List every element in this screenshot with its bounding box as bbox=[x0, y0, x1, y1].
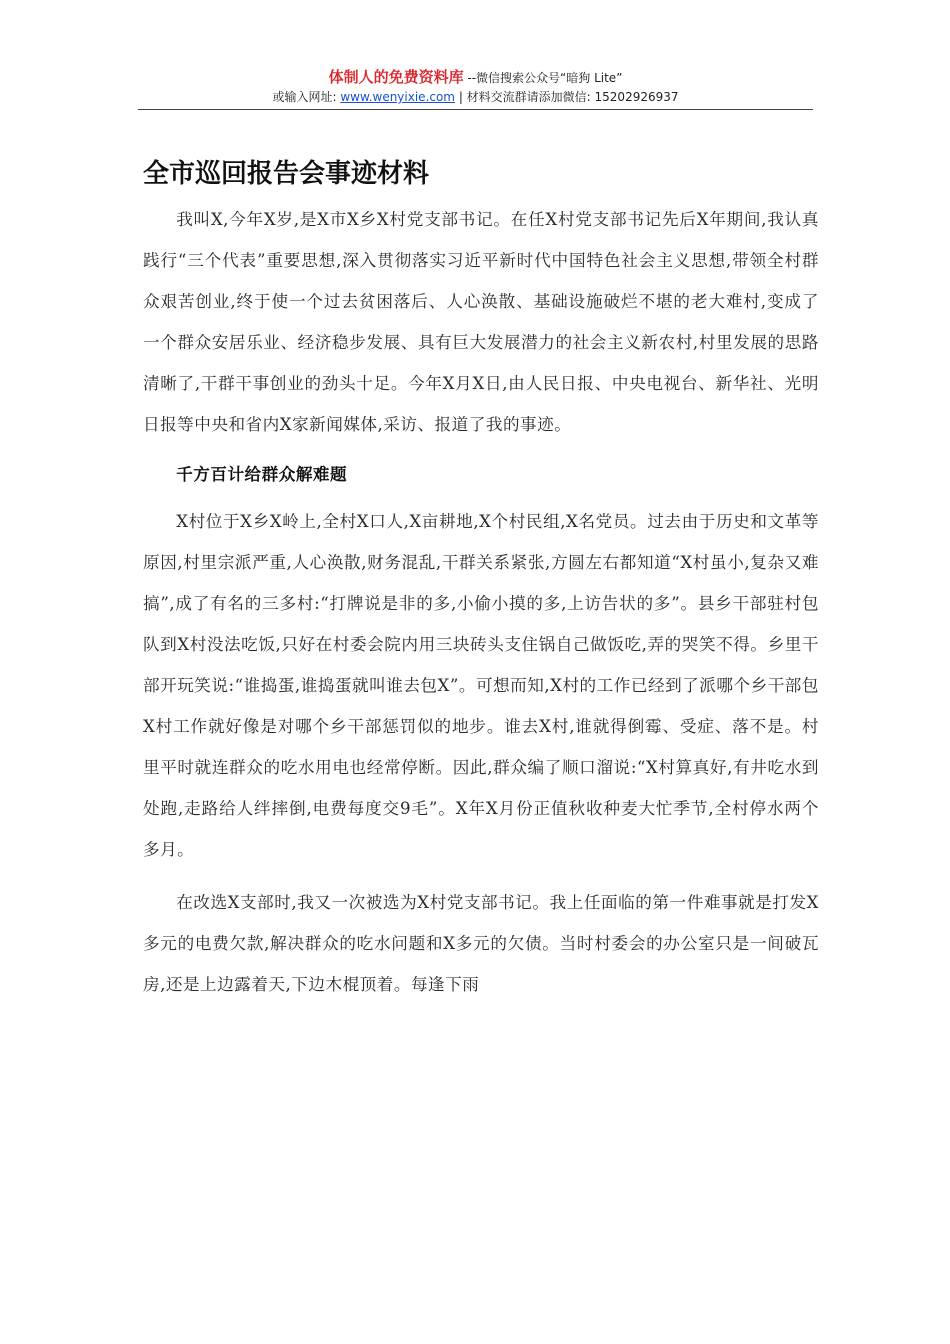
paragraph-intro: 我叫X,今年X岁,是X市X乡X村党支部书记。在任X村党支部书记先后X年期间,我认真践行“三个代表”重要思想,深入贯彻落实习近平新时代中国特色社会主义思想,带领全村群众艰苦创业,终于使一个过去贫困落后、人心涣散、基础设施破烂不堪的老大难村,变成了一个群众安居乐业、经济稳步发展、具有巨大发展潜力的社会主义新农村,村里发展的思路清晰了,干群干事创业的劲头十足。今年X月X日,由人民日报、中央电视台、新华社、光明日报等中央和省内X家新闻媒体,采访、报道了我的事迹。 bbox=[143, 210, 819, 434]
brand-title: 体制人的免费资料库 bbox=[328, 68, 464, 86]
url-label: 或输入网址: bbox=[272, 90, 341, 104]
paragraph-village-background: X村位于X乡X岭上,全村X口人,X亩耕地,X个村民组,X名党员。过去由于历史和文革等原因,村里宗派严重,人心涣散,财务混乱,干群关系紧张,方圆左右都知道“X村虽小,复杂又难搞”,成了有名的三多村:“打牌说是非的多,小偷小摸的多,上访告状的多”。县乡干部驻村包队到X村没法吃饭,只好在村委会院内用三块砖头支住锅自己做饭吃,弄的哭笑不得。乡里干部开玩笑说:“谁捣蛋,谁捣蛋就叫谁去包X”。可想而知,X村的工作已经到了派哪个乡干部包X村工作就好像是对哪个乡干部惩罚似的地步。谁去X村,谁就得倒霉、受症、落不是。村里平时就连群众的吃水用电也经常停断。因此,群众编了顺口溜说:“X村算真好,有井吃水到处跑,走路给人绊摔倒,电费每度交9毛”。X年X月份正值秋收种麦大忙季节,全村停水两个多月。 bbox=[143, 512, 819, 859]
wechat-hint: --微信搜索公众号“暗狗 Lite” bbox=[463, 71, 623, 85]
document-body bbox=[143, 199, 819, 1005]
page-header bbox=[138, 66, 813, 106]
document-title: 全市巡回报告会事迹材料 bbox=[143, 159, 430, 189]
website-link[interactable]: www.wenyixie.com bbox=[340, 90, 455, 104]
paragraph-gap bbox=[143, 870, 819, 882]
header-divider bbox=[138, 109, 813, 110]
contact-info: | 材料交流群请添加微信: 15202926937 bbox=[455, 90, 679, 104]
header-line-1 bbox=[138, 66, 813, 88]
header-line-2 bbox=[138, 88, 813, 106]
paragraph-reelection: 在改选X支部时,我又一次被选为X村党支部书记。我上任面临的第一件难事就是打发X多元的电费欠款,解决群众的吃水问题和X多元的欠债。当时村委会的办公室只是一间破瓦房,还是上边露着天,下边木棍顶着。每逢下雨 bbox=[143, 893, 819, 994]
section-heading: 千方百计给群众解难题 bbox=[176, 465, 348, 484]
